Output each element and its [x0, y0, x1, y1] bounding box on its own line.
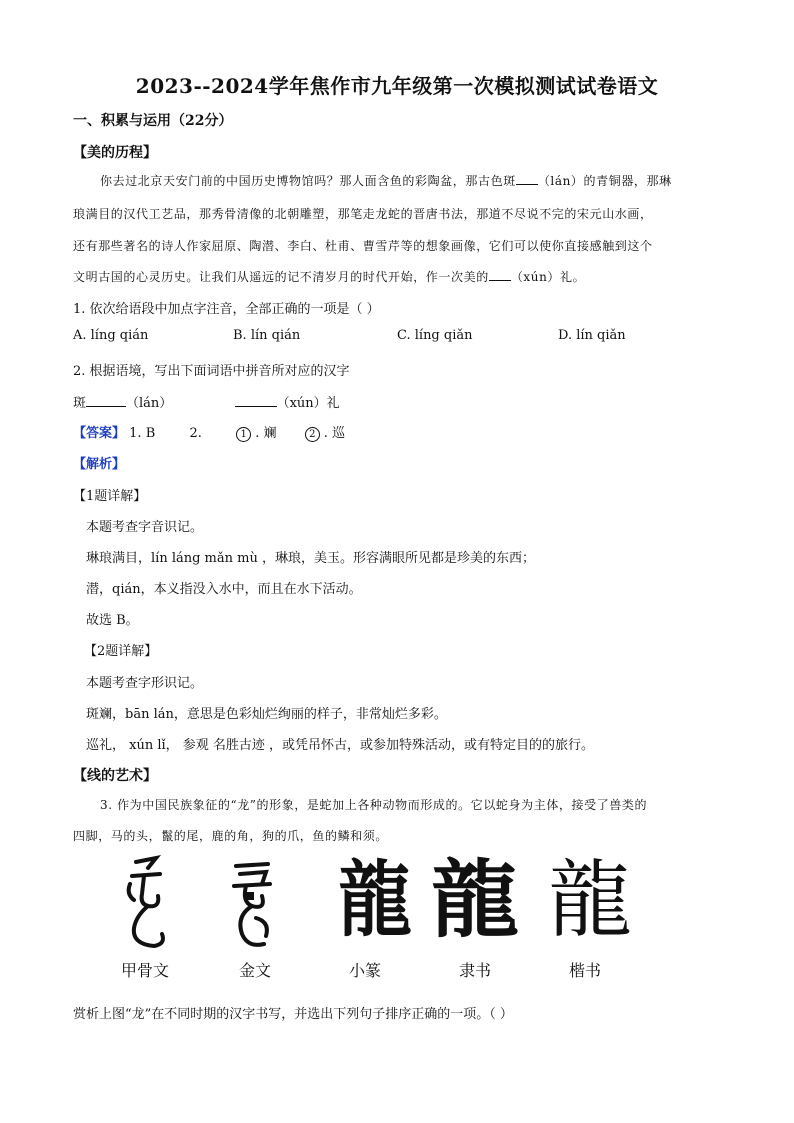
option-d: D. lín qiǎn — [558, 328, 626, 343]
option-c: C. líng qiǎn — [397, 328, 473, 343]
circled-number-2: 2 — [305, 427, 320, 442]
blank-lan — [516, 184, 538, 185]
detail-2-line: 巡礼， xún lǐ， 参观 名胜古迹 ，或凭吊怀古，或参加特殊活动，或有特定目的的旅行。 — [86, 738, 595, 753]
passage-line-4: 文明古国的心灵历史。让我们从遥远的记不清岁月的时代开始，作一次美的 （xún）礼。 — [73, 270, 586, 284]
subsection-line-art: 【线的艺术】 — [73, 768, 157, 784]
dragon-scripts-figure — [0, 850, 794, 960]
answer-line: 【答案】 1. B 2. 1 . 斓 2 . 巡 — [73, 426, 346, 441]
detail-2-line: 斑斓，bān lán，意思是色彩灿烂绚丽的样子，非常灿烂多彩。 — [86, 707, 447, 722]
passage-line-1: 你去过北京天安门前的中国历史博物馆吗？那人面含鱼的彩陶盆，那古色斑 （lán）的青铜器，那琳 — [100, 174, 672, 188]
passage-line-2: 琅满目的汉代工艺品，那秀骨清像的北朝雕塑，那笔走龙蛇的晋唐书法，那道不尽说不完的宋元山水画， — [73, 207, 653, 221]
detail-1-line: 琳琅满目，lín láng mǎn mù ，琳琅，美玉。形容满眼所见都是珍美的东西； — [86, 551, 535, 566]
option-b: B. lín qián — [233, 328, 301, 343]
analysis-label: 【解析】 — [73, 457, 126, 472]
question-2: 2. 根据语境，写出下面词语中拼音所对应的汉字 — [73, 364, 350, 379]
passage-line-3: 还有那些著名的诗人作家屈原、陶潜、李白、杜甫、曹雪芹等的想象画像，它们可以使你直接感触到这个 — [73, 239, 653, 253]
caption-clerical: 隶书 — [458, 961, 491, 980]
detail-1-line: 本题考查字音识记。 — [86, 520, 204, 535]
section-heading: 一、积累与运用（22分） — [73, 113, 233, 129]
detail-2-label: 【2题详解】 — [84, 644, 158, 659]
blank-answer-a — [86, 406, 126, 407]
clerical-dragon-glyph: 龍 — [430, 850, 520, 949]
option-a: A. líng qián — [73, 328, 149, 343]
question-3-line-2: 四脚，马的头，鬣的尾，鹿的角，狗的爪，鱼的鳞和须。 — [73, 829, 389, 843]
exam-title: 2023--2024学年焦作市九年级第一次模拟测试试卷语文 — [135, 74, 659, 98]
detail-1-line: 潜，qián，本义指没入水中，而且在水下活动。 — [86, 582, 362, 597]
detail-2-line: 本题考查字形识记。 — [86, 676, 204, 691]
answer-label: 【答案】 — [73, 426, 126, 441]
caption-seal: 小篆 — [348, 961, 381, 980]
caption-regular: 楷书 — [568, 961, 601, 980]
bronze-dragon-image — [222, 856, 282, 956]
subsection-beauty: 【美的历程】 — [73, 145, 157, 161]
detail-1-line: 故选 B。 — [86, 613, 139, 628]
small-seal-dragon-glyph: 龍 — [338, 852, 412, 948]
circled-number-1: 1 — [236, 427, 251, 442]
blank-xun — [489, 280, 511, 281]
caption-oracle: 甲骨文 — [120, 961, 169, 980]
blank-answer-b — [235, 406, 277, 407]
question-1: 1. 依次给语段中加点字注音，全部正确的一项是（ ） — [73, 302, 380, 317]
question-3-prompt: 赏析上图“龙”在不同时期的汉字书写，并选出下列句子排序正确的一项。（ ） — [73, 1007, 513, 1022]
detail-1-label: 【1题详解】 — [73, 489, 147, 504]
caption-bronze: 金文 — [238, 961, 271, 980]
oracle-bone-dragon-image — [118, 854, 176, 954]
question-3-line-1: 3. 作为中国民族象征的“龙”的形象，是蛇加上各种动物而形成的。它以蛇身为主体，接受了兽类的 — [100, 798, 648, 812]
regular-dragon-glyph: 龍 — [547, 851, 632, 949]
question-2-blanks: 斑 （lán） （xún）礼 — [73, 396, 340, 411]
